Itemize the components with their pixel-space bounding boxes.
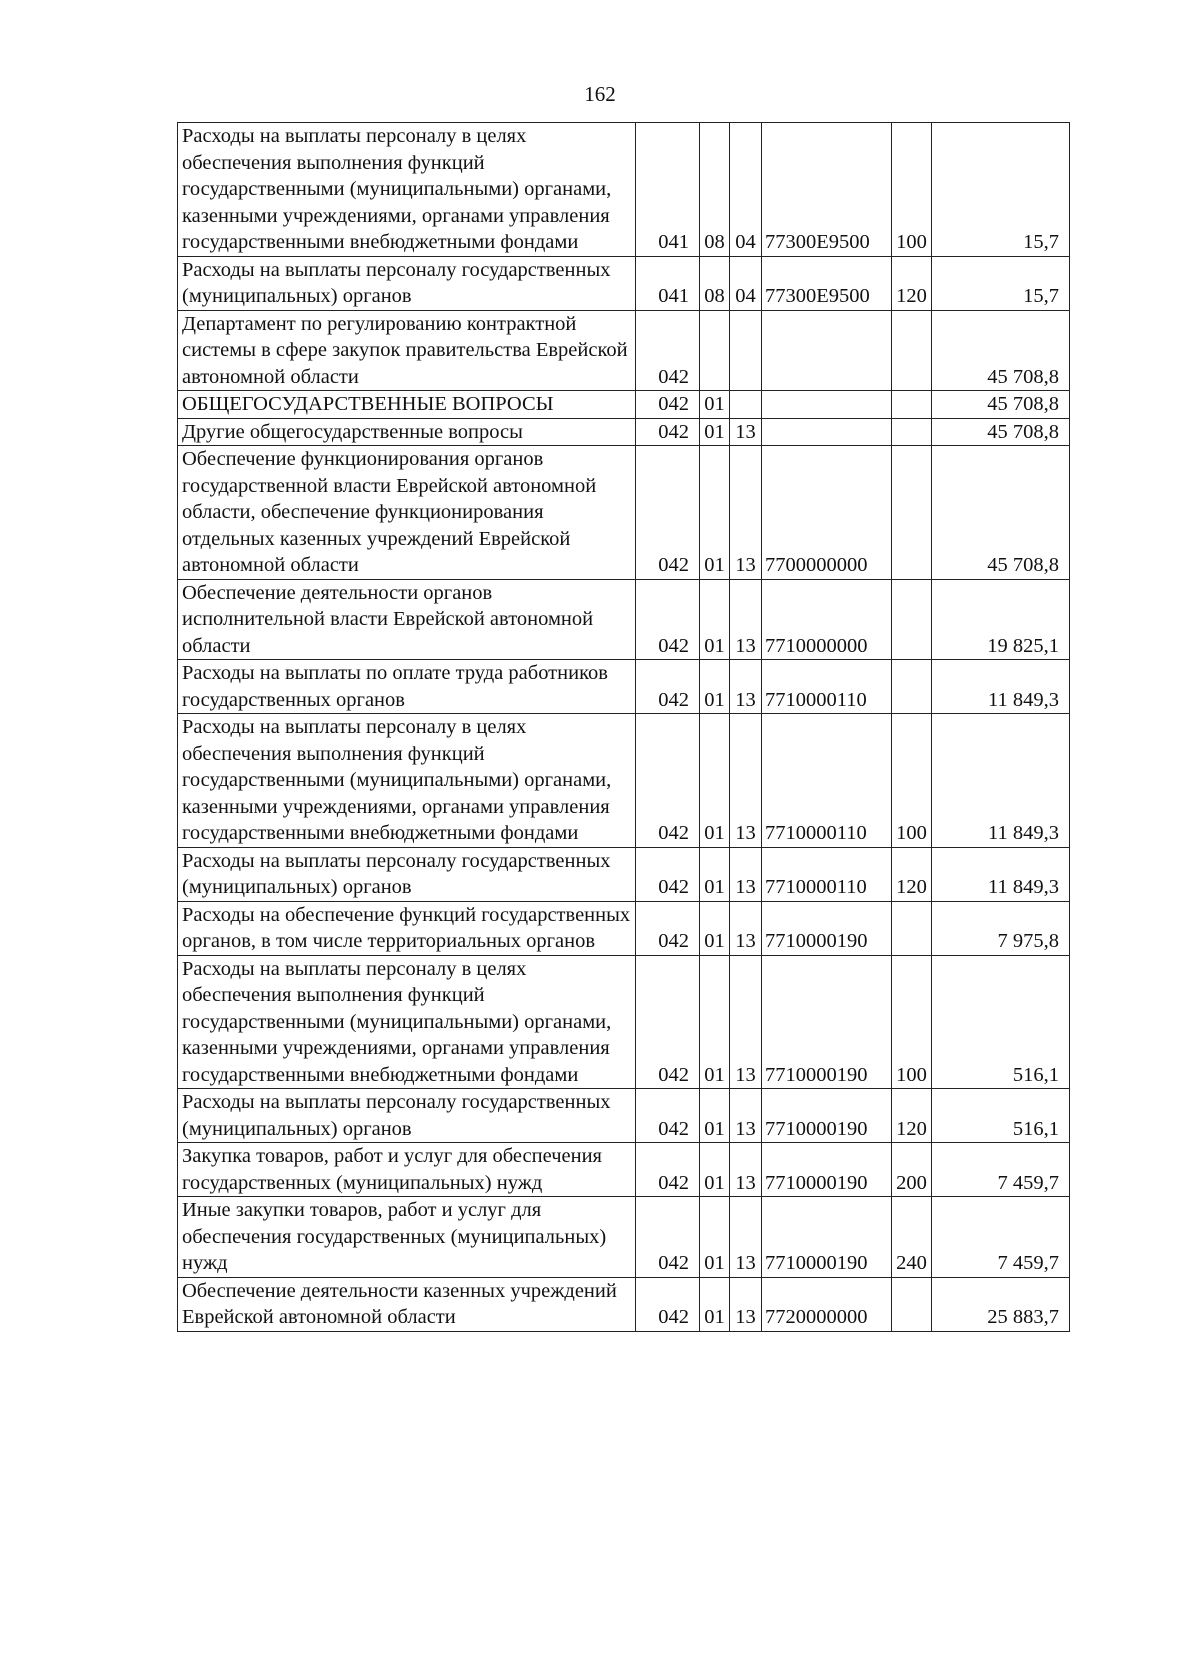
expense-type-cell xyxy=(892,1277,932,1331)
grbs-code-cell: 041 xyxy=(636,256,700,310)
amount-cell: 11 849,3 xyxy=(932,714,1070,848)
expense-name-cell: Расходы на выплаты персоналу в целях обеспечения выполнения функций государственными (муниципальными) органами, казенными учреждениями, органами управления государственными внебюджетными фондами xyxy=(178,955,636,1089)
table-row xyxy=(178,1197,1070,1278)
subsection-code-cell: 13 xyxy=(730,1143,762,1197)
section-code-cell: 01 xyxy=(700,714,730,848)
amount-cell: 7 975,8 xyxy=(932,901,1070,955)
table-row xyxy=(178,955,1070,1089)
target-article-cell xyxy=(762,310,892,391)
expense-name-cell: Расходы на выплаты по оплате труда работников государственных органов xyxy=(178,660,636,714)
section-code-cell: 01 xyxy=(700,847,730,901)
section-code-cell: 01 xyxy=(700,660,730,714)
grbs-code-cell: 042 xyxy=(636,391,700,419)
section-code-cell: 01 xyxy=(700,446,730,580)
table-row xyxy=(178,714,1070,848)
table-row xyxy=(178,847,1070,901)
grbs-code-cell: 042 xyxy=(636,1089,700,1143)
expense-type-cell: 240 xyxy=(892,1197,932,1278)
grbs-code-cell: 042 xyxy=(636,579,700,660)
target-article-cell: 7710000190 xyxy=(762,901,892,955)
subsection-code-cell: 04 xyxy=(730,256,762,310)
target-article-cell: 77300Е9500 xyxy=(762,256,892,310)
table-row xyxy=(178,901,1070,955)
expense-type-cell: 120 xyxy=(892,256,932,310)
table-row xyxy=(178,446,1070,580)
expense-name-cell: Обеспечение функционирования органов государственной власти Еврейской автономной области, обеспечение функционирования отдельных казенных учреждений Еврейской автономной области xyxy=(178,446,636,580)
grbs-code-cell: 041 xyxy=(636,123,700,257)
table-row xyxy=(178,1143,1070,1197)
expense-name-cell: ОБЩЕГОСУДАРСТВЕННЫЕ ВОПРОСЫ xyxy=(178,391,636,419)
amount-cell: 516,1 xyxy=(932,1089,1070,1143)
subsection-code-cell xyxy=(730,391,762,419)
target-article-cell: 7710000000 xyxy=(762,579,892,660)
section-code-cell: 01 xyxy=(700,1089,730,1143)
expense-name-cell: Расходы на выплаты персоналу государственных (муниципальных) органов xyxy=(178,256,636,310)
subsection-code-cell: 13 xyxy=(730,1089,762,1143)
section-code-cell: 01 xyxy=(700,955,730,1089)
grbs-code-cell: 042 xyxy=(636,955,700,1089)
grbs-code-cell: 042 xyxy=(636,901,700,955)
table-row xyxy=(178,123,1070,257)
expense-type-cell: 120 xyxy=(892,847,932,901)
grbs-code-cell: 042 xyxy=(636,847,700,901)
expense-type-cell xyxy=(892,310,932,391)
amount-cell: 11 849,3 xyxy=(932,660,1070,714)
subsection-code-cell: 13 xyxy=(730,847,762,901)
grbs-code-cell: 042 xyxy=(636,1143,700,1197)
expense-type-cell: 100 xyxy=(892,955,932,1089)
grbs-code-cell: 042 xyxy=(636,660,700,714)
section-code-cell: 01 xyxy=(700,1277,730,1331)
subsection-code-cell: 13 xyxy=(730,1197,762,1278)
grbs-code-cell: 042 xyxy=(636,418,700,446)
table-row xyxy=(178,256,1070,310)
expense-type-cell xyxy=(892,579,932,660)
expense-name-cell: Другие общегосударственные вопросы xyxy=(178,418,636,446)
target-article-cell xyxy=(762,418,892,446)
amount-cell: 45 708,8 xyxy=(932,446,1070,580)
expense-name-cell: Расходы на выплаты персоналу в целях обеспечения выполнения функций государственными (муниципальными) органами, казенными учреждениями, органами управления государственными внебюджетными фондами xyxy=(178,714,636,848)
expense-name-cell: Иные закупки товаров, работ и услуг для обеспечения государственных (муниципальных) нужд xyxy=(178,1197,636,1278)
section-code-cell: 01 xyxy=(700,418,730,446)
grbs-code-cell: 042 xyxy=(636,446,700,580)
amount-cell: 19 825,1 xyxy=(932,579,1070,660)
expense-name-cell: Департамент по регулированию контрактной системы в сфере закупок правительства Еврейской автономной области xyxy=(178,310,636,391)
target-article-cell: 7710000190 xyxy=(762,1143,892,1197)
section-code-cell: 01 xyxy=(700,1143,730,1197)
table-row xyxy=(178,1089,1070,1143)
section-code-cell xyxy=(700,310,730,391)
expense-name-cell: Обеспечение деятельности органов исполнительной власти Еврейской автономной области xyxy=(178,579,636,660)
expense-type-cell: 120 xyxy=(892,1089,932,1143)
table-row xyxy=(178,418,1070,446)
table-row xyxy=(178,1277,1070,1331)
section-code-cell: 01 xyxy=(700,901,730,955)
subsection-code-cell: 13 xyxy=(730,1277,762,1331)
section-code-cell: 01 xyxy=(700,1197,730,1278)
target-article-cell xyxy=(762,391,892,419)
amount-cell: 45 708,8 xyxy=(932,310,1070,391)
grbs-code-cell: 042 xyxy=(636,310,700,391)
target-article-cell: 7700000000 xyxy=(762,446,892,580)
expense-type-cell: 100 xyxy=(892,123,932,257)
grbs-code-cell: 042 xyxy=(636,1277,700,1331)
subsection-code-cell: 13 xyxy=(730,446,762,580)
expense-type-cell xyxy=(892,901,932,955)
section-code-cell: 08 xyxy=(700,123,730,257)
section-code-cell: 01 xyxy=(700,579,730,660)
subsection-code-cell: 13 xyxy=(730,955,762,1089)
table-row xyxy=(178,310,1070,391)
amount-cell: 15,7 xyxy=(932,256,1070,310)
subsection-code-cell: 13 xyxy=(730,579,762,660)
expense-name-cell: Расходы на выплаты персоналу в целях обеспечения выполнения функций государственными (муниципальными) органами, казенными учреждениями, органами управления государственными внебюджетными фондами xyxy=(178,123,636,257)
expense-type-cell xyxy=(892,660,932,714)
subsection-code-cell xyxy=(730,310,762,391)
subsection-code-cell: 13 xyxy=(730,418,762,446)
target-article-cell: 7710000110 xyxy=(762,714,892,848)
amount-cell: 45 708,8 xyxy=(932,391,1070,419)
section-code-cell: 01 xyxy=(700,391,730,419)
target-article-cell: 7710000190 xyxy=(762,1197,892,1278)
amount-cell: 7 459,7 xyxy=(932,1197,1070,1278)
expense-type-cell xyxy=(892,391,932,419)
expense-name-cell: Закупка товаров, работ и услуг для обеспечения государственных (муниципальных) нужд xyxy=(178,1143,636,1197)
grbs-code-cell: 042 xyxy=(636,714,700,848)
target-article-cell: 7710000190 xyxy=(762,955,892,1089)
amount-cell: 25 883,7 xyxy=(932,1277,1070,1331)
table-body xyxy=(178,123,1070,1332)
expense-name-cell: Расходы на обеспечение функций государственных органов, в том числе территориальных органов xyxy=(178,901,636,955)
budget-table xyxy=(177,122,1070,1332)
section-code-cell: 08 xyxy=(700,256,730,310)
target-article-cell: 7710000110 xyxy=(762,847,892,901)
expense-name-cell: Обеспечение деятельности казенных учреждений Еврейской автономной области xyxy=(178,1277,636,1331)
amount-cell: 516,1 xyxy=(932,955,1070,1089)
target-article-cell: 7710000190 xyxy=(762,1089,892,1143)
page-number: 162 xyxy=(584,82,616,106)
expense-name-cell: Расходы на выплаты персоналу государственных (муниципальных) органов xyxy=(178,847,636,901)
target-article-cell: 7720000000 xyxy=(762,1277,892,1331)
subsection-code-cell: 13 xyxy=(730,660,762,714)
expense-type-cell: 100 xyxy=(892,714,932,848)
table-row xyxy=(178,391,1070,419)
expense-type-cell xyxy=(892,446,932,580)
target-article-cell: 77300Е9500 xyxy=(762,123,892,257)
table-row xyxy=(178,579,1070,660)
amount-cell: 45 708,8 xyxy=(932,418,1070,446)
expense-type-cell: 200 xyxy=(892,1143,932,1197)
amount-cell: 11 849,3 xyxy=(932,847,1070,901)
amount-cell: 7 459,7 xyxy=(932,1143,1070,1197)
expense-type-cell xyxy=(892,418,932,446)
subsection-code-cell: 13 xyxy=(730,901,762,955)
grbs-code-cell: 042 xyxy=(636,1197,700,1278)
amount-cell: 15,7 xyxy=(932,123,1070,257)
expense-name-cell: Расходы на выплаты персоналу государственных (муниципальных) органов xyxy=(178,1089,636,1143)
table-row xyxy=(178,660,1070,714)
subsection-code-cell: 13 xyxy=(730,714,762,848)
subsection-code-cell: 04 xyxy=(730,123,762,257)
target-article-cell: 7710000110 xyxy=(762,660,892,714)
